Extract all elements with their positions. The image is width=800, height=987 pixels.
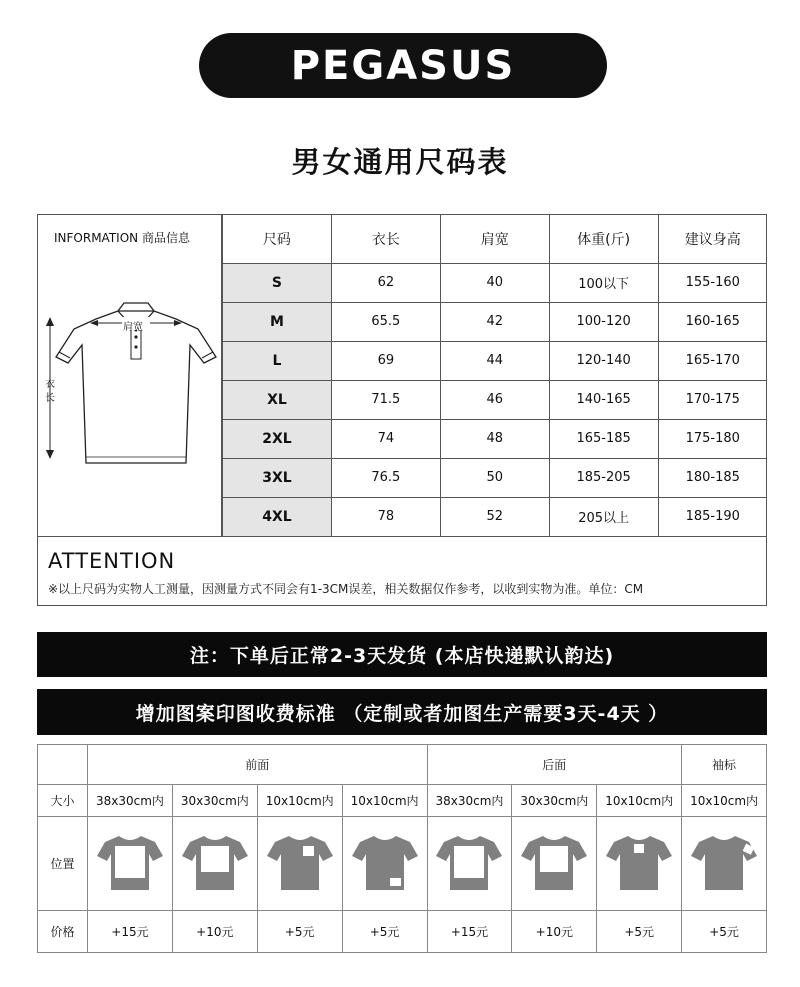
tshirt-sleeve-logo-icon [689, 832, 759, 892]
height-cell: 180-185 [658, 458, 767, 497]
tshirt-medium-print-icon [180, 832, 250, 892]
size-cell: 3XL [223, 458, 332, 497]
weight-cell: 165-185 [549, 419, 658, 458]
height-cell: 160-165 [658, 302, 767, 341]
back-header: 后面 [427, 745, 682, 785]
length-cell: 74 [331, 419, 440, 458]
tshirt-large-print-icon [95, 832, 165, 892]
print-size-cell: 10x10cm内 [342, 785, 427, 817]
print-size-cell: 10x10cm内 [597, 785, 682, 817]
weight-cell: 120-140 [549, 341, 658, 380]
header-height: 建议身高 [658, 215, 767, 263]
weight-cell: 100-120 [549, 302, 658, 341]
position-cell [682, 817, 767, 911]
row-label-size: 大小 [38, 785, 88, 817]
price-cell: +5元 [257, 911, 342, 953]
length-cell: 69 [331, 341, 440, 380]
table-row [223, 302, 768, 341]
size-cell: XL [223, 380, 332, 419]
length-cell: 76.5 [331, 458, 440, 497]
height-cell: 170-175 [658, 380, 767, 419]
size-cell: 4XL [223, 497, 332, 536]
size-cell: L [223, 341, 332, 380]
weight-cell: 205以上 [549, 497, 658, 536]
print-size-cell: 38x30cm内 [427, 785, 512, 817]
table-row [223, 341, 768, 380]
print-pricing-table [37, 744, 767, 953]
height-cell: 165-170 [658, 341, 767, 380]
size-table-header [223, 215, 768, 263]
attention-note: ※以上尺码为实物人工测量，因测量方式不同会有1-3CM误差，相关数据仅作参考，以收到实物为准。单位：CM [48, 582, 644, 596]
attention-title: ATTENTION [48, 549, 176, 573]
weight-cell: 140-165 [549, 380, 658, 419]
print-price-row [38, 911, 767, 953]
weight-cell: 185-205 [549, 458, 658, 497]
info-panel [38, 215, 222, 536]
position-cell [597, 817, 682, 911]
shoulder-cell: 44 [440, 341, 549, 380]
tshirt-hem-logo-icon [350, 832, 420, 892]
shoulder-cell: 48 [440, 419, 549, 458]
table-row [223, 419, 768, 458]
position-cell [427, 817, 512, 911]
height-cell: 155-160 [658, 263, 767, 302]
position-cell [342, 817, 427, 911]
sleeve-header: 袖标 [682, 745, 767, 785]
size-cell: M [223, 302, 332, 341]
length-cell: 65.5 [331, 302, 440, 341]
tshirt-medium-print-icon [519, 832, 589, 892]
table-row [223, 263, 768, 302]
price-cell: +5元 [682, 911, 767, 953]
shoulder-cell: 52 [440, 497, 549, 536]
length-cell: 62 [331, 263, 440, 302]
diagram-length-label-2: 长 [45, 393, 55, 404]
print-size-cell: 10x10cm内 [257, 785, 342, 817]
front-header: 前面 [88, 745, 428, 785]
size-table [222, 215, 767, 537]
shoulder-cell: 40 [440, 263, 549, 302]
size-cell: S [223, 263, 332, 302]
header-weight: 体重(斤) [549, 215, 658, 263]
position-cell [257, 817, 342, 911]
price-cell: +15元 [88, 911, 173, 953]
print-size-row [38, 785, 767, 817]
height-cell: 175-180 [658, 419, 767, 458]
print-position-row [38, 817, 767, 911]
brand-logo [199, 33, 607, 98]
shoulder-cell: 42 [440, 302, 549, 341]
row-label-price: 价格 [38, 911, 88, 953]
position-cell [172, 817, 257, 911]
tshirt-back-logo-icon [604, 832, 674, 892]
price-cell: +5元 [597, 911, 682, 953]
diagram-shoulder-label: 肩宽 [123, 322, 143, 333]
diagram-length-label-1: 衣 [45, 379, 55, 390]
page-title: 男女通用尺码表 [291, 145, 509, 179]
header-length: 衣长 [331, 215, 440, 263]
print-header-row [38, 745, 767, 785]
shipping-notice-bar: 注：下单后正常2-3天发货 (本店快递默认韵达) [37, 632, 767, 677]
tshirt-chest-logo-icon [265, 832, 335, 892]
position-cell [512, 817, 597, 911]
shoulder-cell: 50 [440, 458, 549, 497]
table-row [223, 497, 768, 536]
row-label-position: 位置 [38, 817, 88, 911]
price-cell: +10元 [512, 911, 597, 953]
print-size-cell: 38x30cm内 [88, 785, 173, 817]
header-size: 尺码 [223, 215, 332, 263]
attention-section [38, 536, 767, 606]
weight-cell: 100以下 [549, 263, 658, 302]
info-label: INFORMATION 商品信息 [54, 231, 190, 245]
size-chart [37, 214, 767, 606]
price-cell: +15元 [427, 911, 512, 953]
brand-logo-text: PEGASUS [290, 42, 516, 89]
shoulder-cell: 46 [440, 380, 549, 419]
tshirt-large-print-icon [434, 832, 504, 892]
print-size-cell: 30x30cm内 [172, 785, 257, 817]
length-cell: 71.5 [331, 380, 440, 419]
print-pricing-bar: 增加图案印图收费标准 （定制或者加图生产需要3天-4天 ） [37, 689, 767, 735]
header-shoulder: 肩宽 [440, 215, 549, 263]
position-cell [88, 817, 173, 911]
corner-cell [38, 745, 88, 785]
print-size-cell: 30x30cm内 [512, 785, 597, 817]
height-cell: 185-190 [658, 497, 767, 536]
length-cell: 78 [331, 497, 440, 536]
size-cell: 2XL [223, 419, 332, 458]
price-cell: +10元 [172, 911, 257, 953]
price-cell: +5元 [342, 911, 427, 953]
print-size-cell: 10x10cm内 [682, 785, 767, 817]
table-row [223, 458, 768, 497]
table-row [223, 380, 768, 419]
